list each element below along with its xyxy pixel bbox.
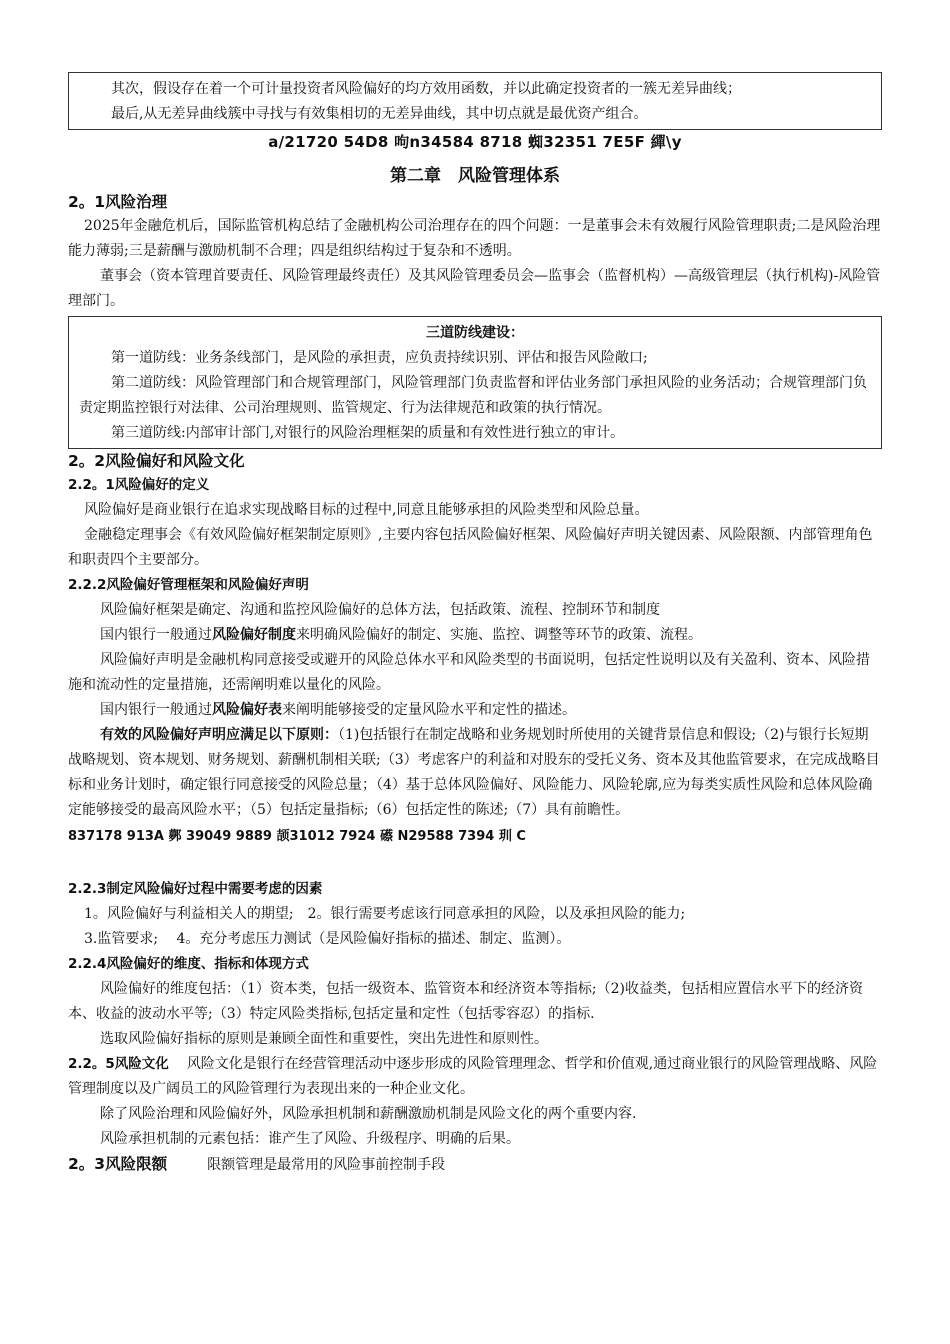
paragraph xyxy=(68,698,882,723)
paragraph: 选取风险偏好指标的原则是兼顾全面性和重要性，突出先进性和原则性。 xyxy=(100,1031,548,1047)
text-run: 国内银行一般通过 xyxy=(100,627,212,643)
subsection-heading-2-2-4: 2.2.4风险偏好的维度、指标和体现方式 xyxy=(68,956,309,972)
garbled-text-line: 837178 913A 鄸 39049 9889 颉31012 7924 礤 N29588 7394 玔 C xyxy=(68,829,526,844)
defense-line-2: 第二道防线：风险管理部门和合规管理部门，风险管理部门负责监督和评估业务部门承担风险的业务活动；合规管理部门负责定期监控银行对法律、公司治理规则、监管规定、行为法律规范和政策的执行情况。 xyxy=(79,375,867,416)
subsection-heading-2-2-1: 2.2。1风险偏好的定义 xyxy=(68,477,210,493)
paragraph: 风险承担机制的元素包括：谁产生了风险、升级程序、明确的后果。 xyxy=(100,1131,520,1147)
text-run: 国内银行一般通过 xyxy=(100,702,212,718)
paragraph: 风险偏好声明是金融机构同意接受或避开的风险总体水平和风险类型的书面说明，包括定性说明以及有关盈利、资本、风险措施和流动性的定量措施，还需阐明难以量化的风险。 xyxy=(68,652,870,693)
defense-line-3: 第三道防线:内部审计部门,对银行的风险治理框架的质量和有效性进行独立的审计。 xyxy=(111,425,625,441)
paragraph: 风险偏好框架是确定、沟通和监控风险偏好的总体方法，包括政策、流程、控制环节和制度 xyxy=(100,602,660,618)
paragraph xyxy=(68,1152,882,1178)
paragraph: 金融稳定理事会《有效风险偏好框架制定原则》,主要内容包括风险偏好框架、风险偏好声明关键因素、风险限额、内部管理角色和职责四个主要部分。 xyxy=(68,527,873,568)
bold-lead: 有效的风险偏好声明应满足以下原则： xyxy=(100,727,338,743)
garbled-text-line: a/21720 54D8 呴n34584 8718 蜘32351 7E5F 繟\y xyxy=(268,133,682,151)
paragraph xyxy=(68,623,882,648)
box-paragraph: 其次，假设存在着一个可计量投资者风险偏好的均方效用函数，并以此确定投资者的一簇无差异曲线； xyxy=(111,81,741,97)
defense-line-1: 第一道防线：业务条线部门，是风险的承担责，应负责持续识别、评估和报告风险敞口; xyxy=(111,350,648,366)
box-paragraph: 最后,从无差异曲线簇中寻找与有效集相切的无差异曲线，其中切点就是最优资产组合。 xyxy=(111,106,648,122)
text-run: 来阐明能够接受的定量风险水平和定性的描述。 xyxy=(282,702,576,718)
paragraph xyxy=(68,723,882,823)
text-run: 限额管理是最常用的风险事前控制手段 xyxy=(207,1157,446,1173)
chapter-title: 第二章 风险管理体系 xyxy=(390,166,560,186)
bold-term: 风险偏好表 xyxy=(212,702,282,718)
paragraph: 董事会（资本管理首要责任、风险管理最终责任）及其风险管理委员会—监事会（监督机构）—高级管理层（执行机构)-风险管理部门。 xyxy=(68,268,881,309)
paragraph: 3.监管要求; 4。充分考虑压力测试（是风险偏好指标的描述、制定、监测）。 xyxy=(84,931,571,947)
subsection-heading-2-2-3: 2.2.3制定风险偏好过程中需要考虑的因素 xyxy=(68,881,323,897)
subsection-heading-2-2-2: 2.2.2风险偏好管理框架和风险偏好声明 xyxy=(68,577,309,593)
box-title: 三道防线建设： xyxy=(426,325,524,341)
text-run: 来明确风险偏好的制定、实施、监控、调整等环节的政策、流程。 xyxy=(296,627,702,643)
top-text-box xyxy=(68,72,882,130)
three-lines-of-defense-box xyxy=(68,316,882,449)
section-heading-2-2: 2。2风险偏好和风险文化 xyxy=(68,452,245,470)
paragraph: 2025年金融危机后，国际监管机构总结了金融机构公司治理存在的四个问题：一是董事会未有效履行风险管理职责;二是风险治理能力薄弱;三是薪酬与激励机制不合理；四是组织结构过于复杂和不透明。 xyxy=(68,218,881,259)
paragraph: 风险偏好的维度包括：（1）资本类，包括一级资本、监管资本和经济资本等指标;（2)收益类，包括相应置信水平下的经济资本、收益的波动水平等;（3）特定风险类指标,包括定量和定性（包括零容忍）的指标. xyxy=(68,981,863,1022)
subsection-heading-2-2-5: 2.2。5风险文化 xyxy=(68,1056,169,1072)
section-heading-2-3: 2。3风险限额 xyxy=(68,1155,168,1173)
document-page xyxy=(68,72,882,1178)
paragraph: 风险偏好是商业银行在追求实现战略目标的过程中,同意且能够承担的风险类型和风险总量。 xyxy=(84,502,649,518)
section-heading-2-1: 2。1风险治理 xyxy=(68,193,168,211)
paragraph: 1。风险偏好与利益相关人的期望; 2。银行需要考虑该行同意承担的风险，以及承担风险的能力; xyxy=(84,906,686,922)
paragraph: 除了风险治理和风险偏好外，风险承担机制和薪酬激励机制是风险文化的两个重要内容. xyxy=(100,1106,637,1122)
bold-term: 风险偏好制度 xyxy=(212,627,296,643)
text-run: （1)包括银行在制定战略和业务规划时所使用的关键背景信息和假设;（2)与银行长短期战略规划、资本规划、财务规划、薪酬机制相关联;（3）考虑客户的利益和对股东的受托义务、资本及其他监管要求，在完成战略目标和业务计划时，确定银行同意接受的风险总量；（4）基于总体风险偏好、风险能力、风险轮廓,应为每类实质性风险和总体风险确定能够接受的最高风险水平；（5）包括定量指标;（6）包括定性的陈述;（7）具有前瞻性。 xyxy=(68,727,880,818)
text-run: 风险文化是银行在经营管理活动中逐步形成的风险管理理念、哲学和价值观,通过商业银行的风险管理战略、风险管理制度以及广阔员工的风险管理行为表现出来的一种企业文化。 xyxy=(68,1056,878,1097)
paragraph xyxy=(68,1052,882,1102)
